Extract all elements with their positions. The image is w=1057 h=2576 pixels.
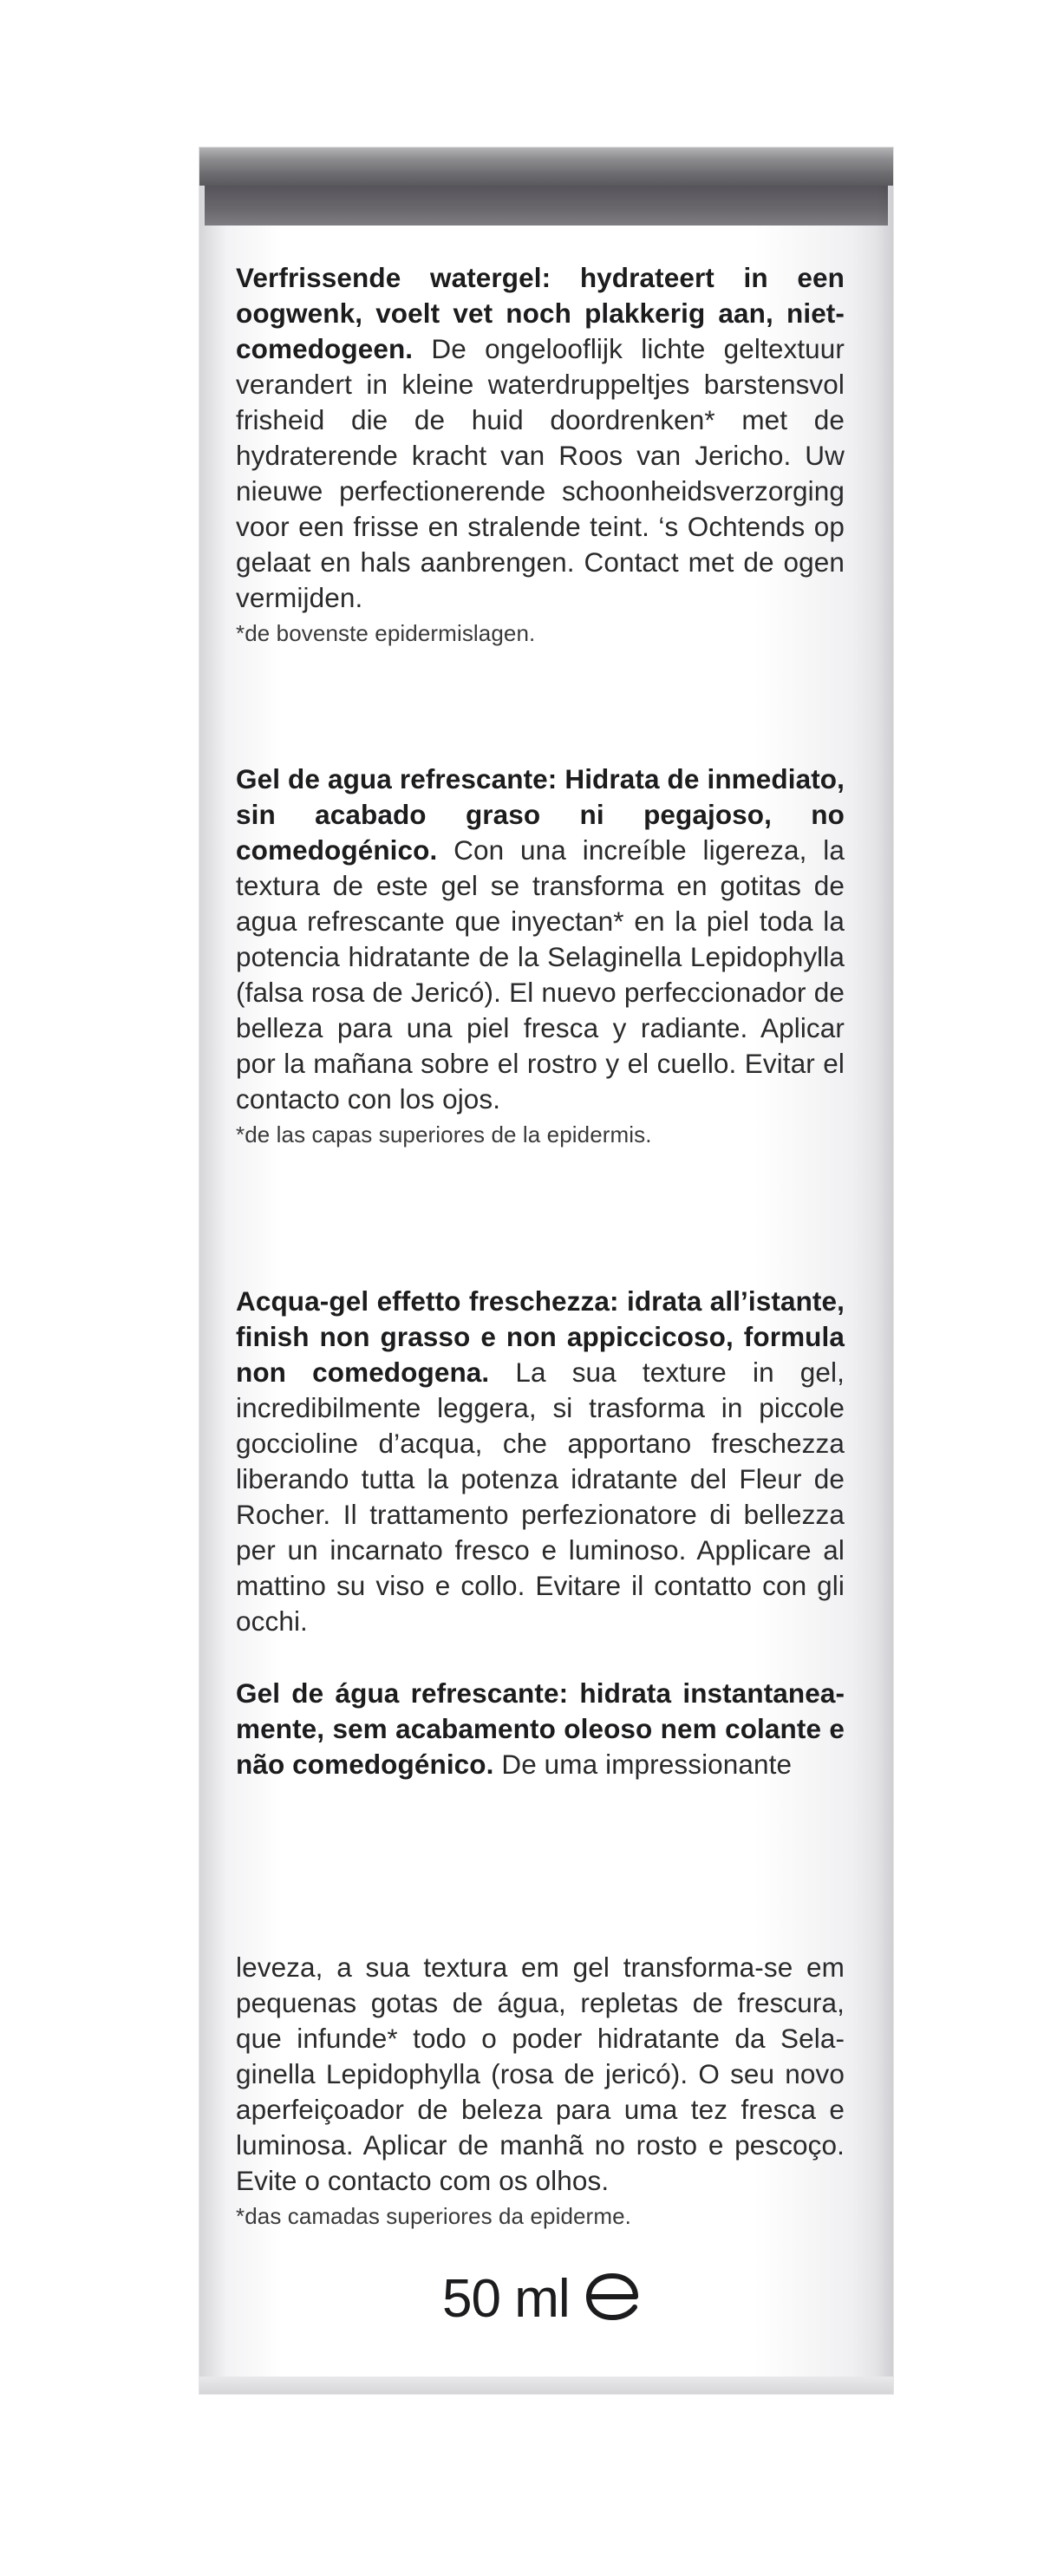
spanish-paragraph <box>236 762 845 1117</box>
estimated-e-mark-icon <box>584 2271 641 2327</box>
italian-description <box>236 1284 845 1639</box>
portuguese-lead: Gel de água refrescante: hidrata instantaneamente, sem acabamento oleoso nem colante e não comedogénico. <box>236 1677 845 1780</box>
dutch-description <box>236 260 845 649</box>
dutch-body: De ongelooflijk lichte geltextuur verandert in kleine waterdruppeltjes barstensvol frisheid die de huid doordrenken* met de hydraterende kracht van Roos van Jericho. Uw nieuwe perfectionerende schoonheidsverzorging voor een frisse en stralende teint. ‘s Ochtends op gelaat en hals aanbrengen. Contact met de ogen vermijden. <box>236 333 845 613</box>
portuguese-paragraph <box>236 1676 845 1782</box>
portuguese-continuation: leveza, a sua textura em gel transforma-se em pequenas gotas de água, repletas de frescura, que infunde* todo o poder hidratante da Selaginella Lepidophylla (rosa de jericó). O seu novo aperfeiçoador de beleza para uma tez fresca e luminosa. Aplicar de manhã no rosto e pescoço. Evite o contacto com os olhos. <box>236 1952 845 2196</box>
spanish-footnote: *de las capas superiores de la epidermis. <box>236 1121 652 1147</box>
portuguese-body: De uma impressionante <box>493 1749 793 1780</box>
italian-paragraph <box>236 1284 845 1639</box>
volume-text: 50 ml <box>442 2268 570 2329</box>
dutch-paragraph <box>236 260 845 616</box>
package-edge-shadow <box>876 186 893 2389</box>
volume-label <box>442 2264 641 2333</box>
package-bottom-edge <box>199 2377 893 2394</box>
package-top-rim <box>205 186 888 226</box>
spanish-lead: Gel de agua refrescante: Hidrata de inmediato, sin acabado graso ni pegajoso, no comedogénico. <box>236 763 845 866</box>
package-top-edge <box>199 147 893 186</box>
spanish-body: Con una increíble ligereza, la textura de este gel se transforma en gotitas de agua refrescante que inyectan* en la piel toda la potencia hidratante de la Selaginella Lepidophylla (falsa rosa de Jericó). El nuevo perfeccionador de belleza para una piel fresca y radiante. Aplicar por la mañana sobre el rostro y el cuello. Evitar el contacto con los ojos. <box>236 834 845 1115</box>
italian-lead: Acqua-gel effetto freschezza: idrata all’istante, finish non grasso e non appiccicoso, formula non comedogena. <box>236 1285 845 1388</box>
spanish-description <box>236 762 845 1150</box>
portuguese-description-continued <box>236 1950 845 2232</box>
dutch-footnote: *de bovenste epidermislagen. <box>236 620 536 646</box>
portuguese-description <box>236 1676 845 1782</box>
portuguese-footnote: *das camadas superiores da epiderme. <box>236 2203 631 2229</box>
dutch-lead: Verfrissende watergel: hydrateert in een oogwenk, voelt vet noch plakkerig aan, niet-comedogeen. <box>236 262 845 364</box>
italian-body: La sua texture in gel, incredibilmente leggera, si trasforma in piccole goccioline d’acqua, che apportano freschezza liberando tutta la potenza idratante del Fleur de Rocher. Il trattamento perfezionatore di bellezza per un incarnato fresco e luminoso. Applicare al mattino su viso e collo. Evitare il contatto con gli occhi. <box>236 1357 845 1637</box>
